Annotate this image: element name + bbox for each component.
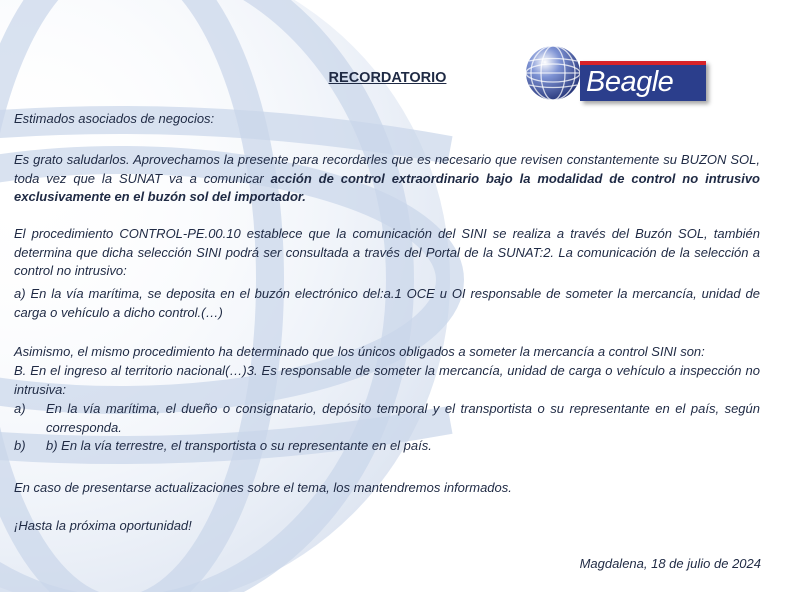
updates-paragraph: En caso de presentarse actualizaciones sobre el tema, los mantendremos informados.	[14, 480, 512, 495]
list-item	[14, 437, 760, 456]
logo-wordmark: Beagle	[586, 66, 674, 98]
page-title: RECORDATORIO	[328, 70, 447, 86]
date-line: Magdalena, 18 de julio de 2024	[579, 556, 761, 571]
procedure-paragraph: El procedimiento CONTROL-PE.00.10 establece que la comunicación del SINI se realiza a través del Buzón SOL, también determina que dicha selección SINI podrá ser consultada a través del Portal de la SUNAT:2. La comunicación de la selección a control no intrusivo:	[14, 226, 760, 278]
intro-text: Es grato saludarlos. Aprovechamos la presente para recordarles que es necesario que revisen constantemente su BUZON SOL, toda vez que la SUNAT va a comunicar	[14, 152, 760, 186]
obligated-paragraph-b: B. En el ingreso al territorio nacional(…)3. Es responsable de someter la mercancía, unidad de carga o vehículo a inspección no intrusiva:	[14, 363, 760, 397]
globe-icon	[524, 44, 582, 102]
list-item-text: En la vía marítima, el dueño o consignatario, depósito temporal y el transportista o su representante en el país, según corresponda.	[46, 401, 760, 435]
list-item	[14, 400, 760, 437]
obligated-list	[14, 400, 760, 456]
procedure-item: a) En la vía marítima, se deposita en el buzón electrónico del:a.1 OCE u OI responsable de someter la mercancía, unidad de carga o vehículo a dicho control.(…)	[14, 286, 760, 320]
list-item-text: b) En la vía terrestre, el transportista o su representante en el país.	[46, 438, 432, 453]
logo-wordmark-box	[580, 61, 706, 101]
greeting: Estimados asociados de negocios:	[14, 111, 215, 126]
beagle-logo	[524, 44, 709, 106]
farewell: ¡Hasta la próxima oportunidad!	[14, 518, 192, 533]
list-marker: b)	[14, 438, 26, 453]
obligated-intro: Asimismo, el mismo procedimiento ha determinado que los únicos obligados a someter la mercancía a control SINI son:	[14, 344, 705, 359]
intro-emphasis: acción de control extraordinario bajo la modalidad de control no intrusivo exclusivamente en el buzón sol del importador.	[14, 170, 760, 204]
intro-paragraph	[14, 151, 760, 207]
list-marker: a)	[14, 401, 26, 416]
